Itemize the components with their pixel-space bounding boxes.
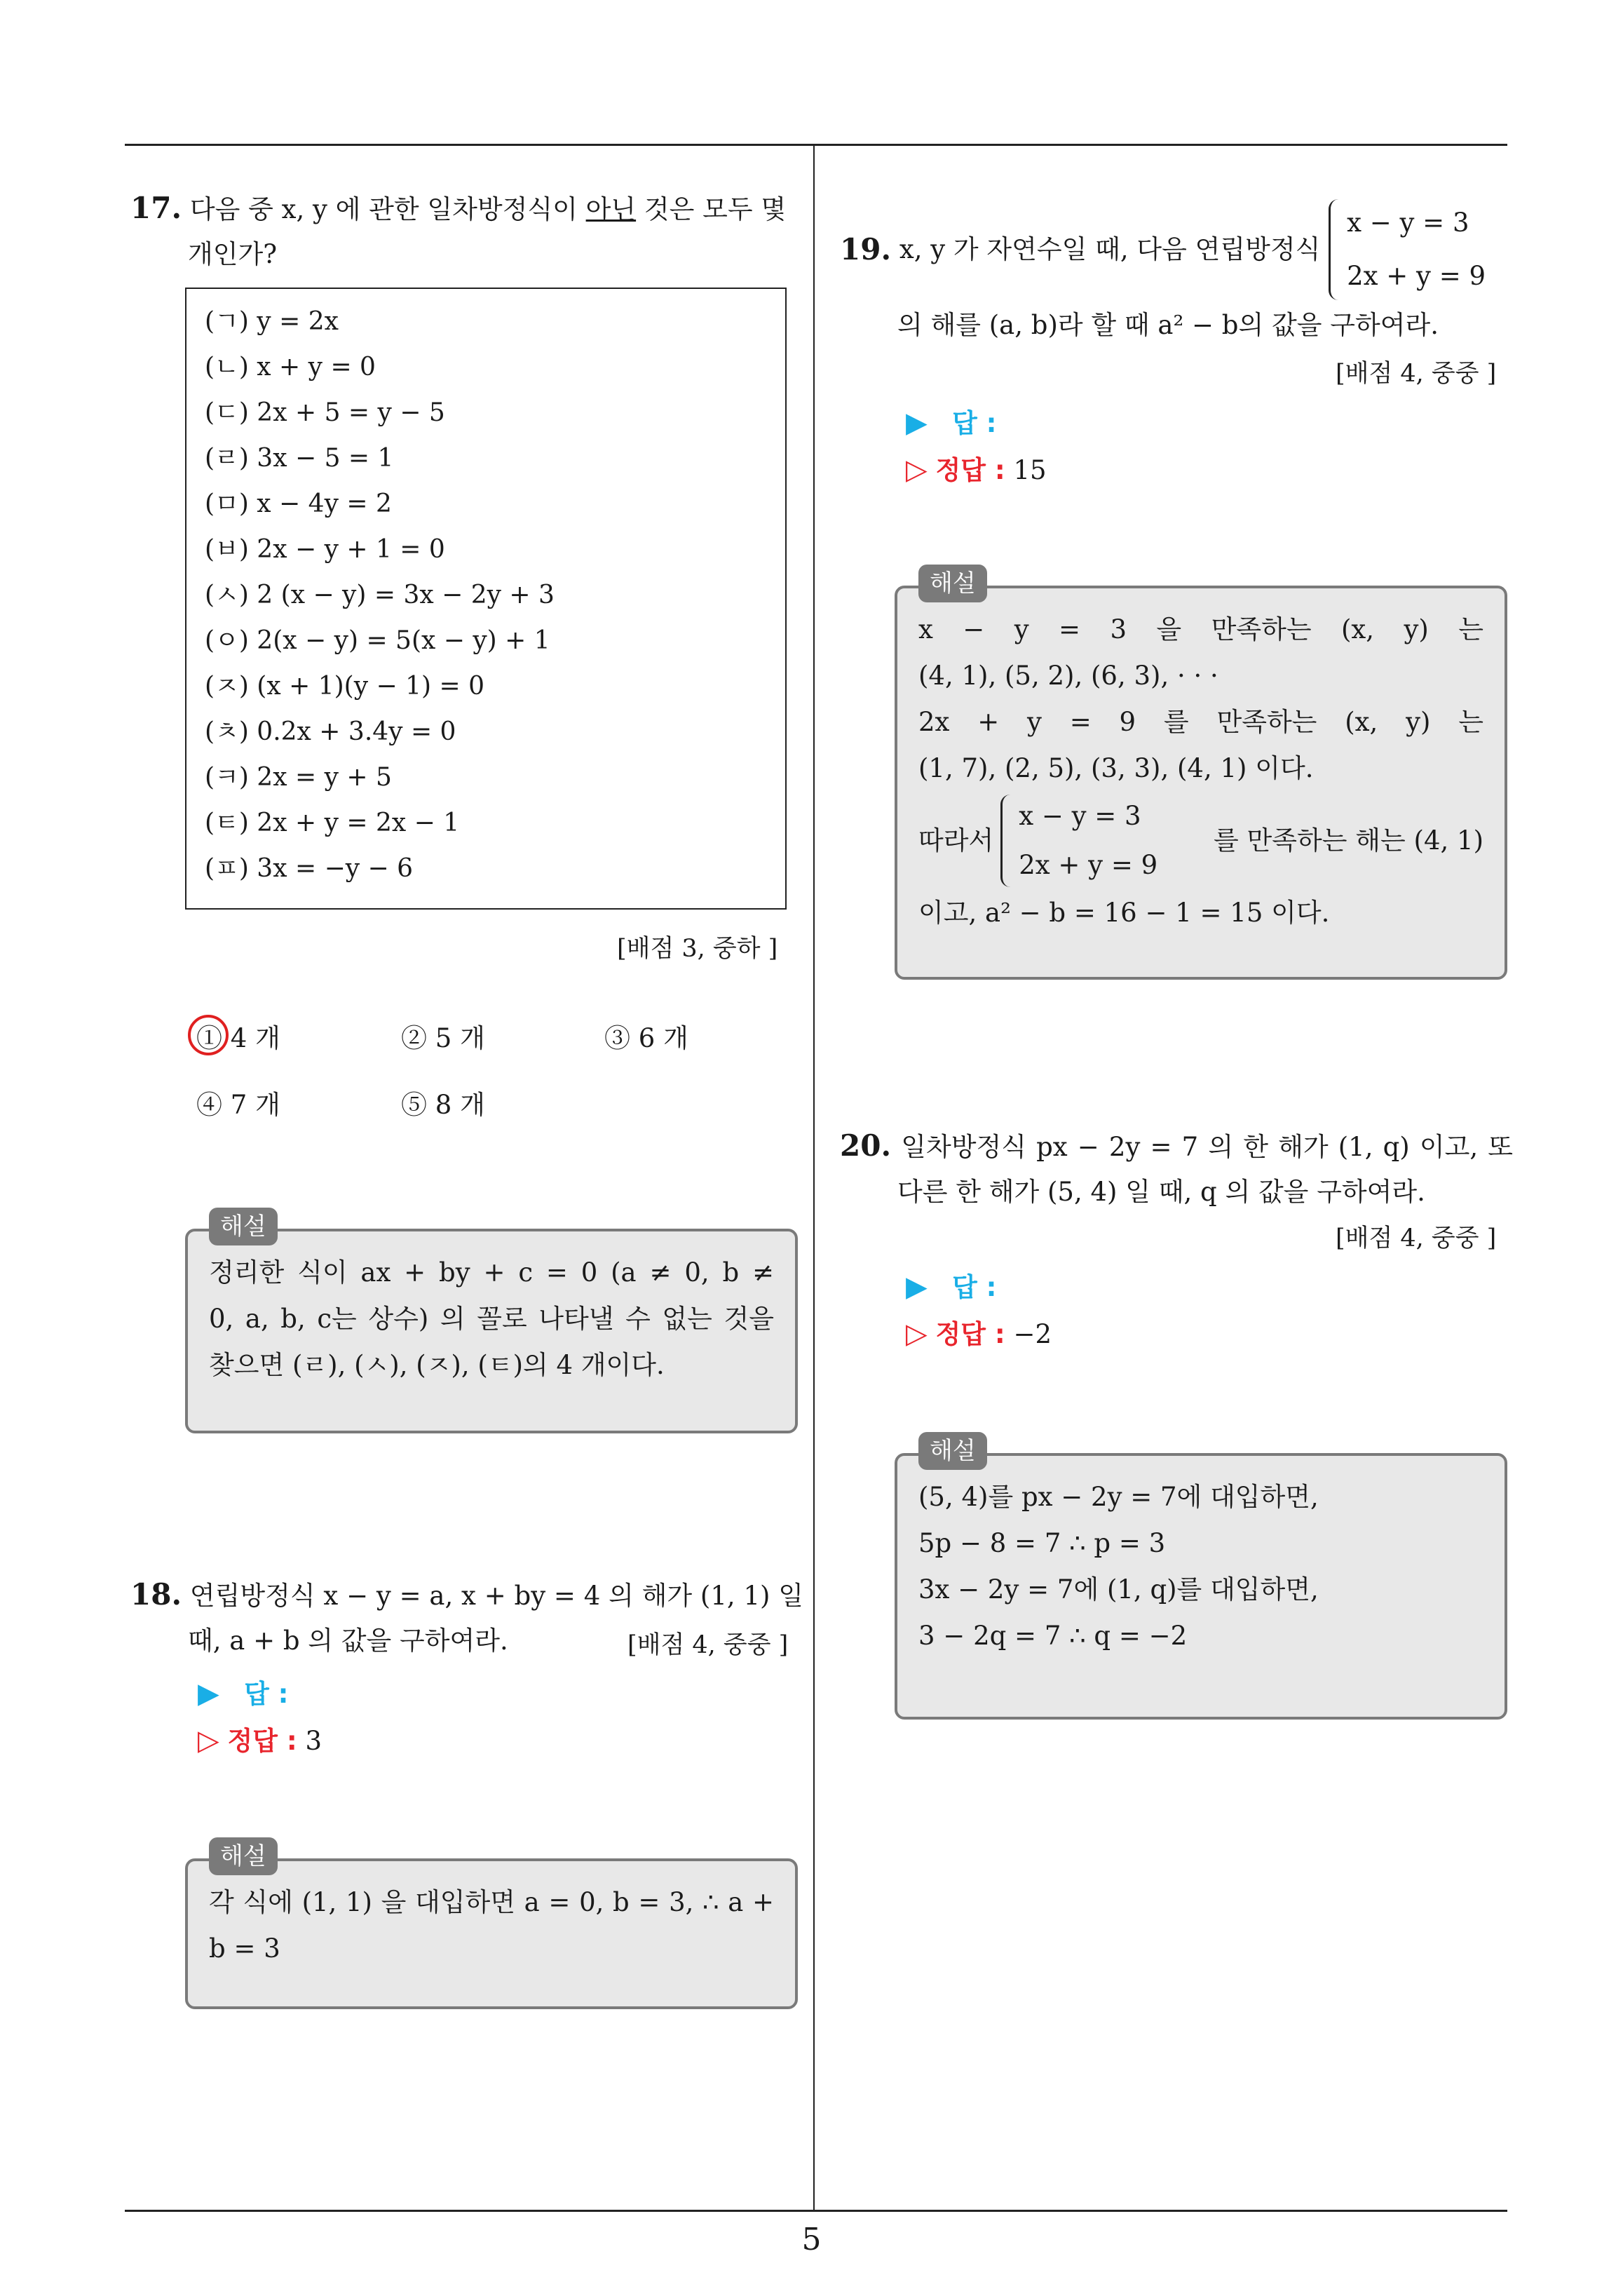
answer-label: 답 :	[244, 1679, 289, 1709]
question-text: 다음 중 x, y 에 관한 일차방정식이	[189, 194, 586, 224]
question-text-line2: 의 해를 (a, b)라 할 때 a² − b의 값을 구하여라.	[897, 310, 1439, 340]
choice-5[interactable]: ⑤ 8 개	[401, 1090, 485, 1120]
correct-triangle-icon: ▷	[906, 454, 928, 486]
question-text-underlined: 아닌	[585, 194, 637, 224]
question-18-answer	[198, 1670, 322, 1764]
explanation-tag: 해설	[918, 565, 987, 602]
question-18-stem	[130, 1572, 803, 1619]
question-number: 19.	[840, 232, 892, 266]
question-20-answer	[906, 1264, 1052, 1358]
question-text: 연립방정식 x − y = a, x + by = 4 의 해가 (1, 1) 일	[189, 1581, 803, 1611]
correct-label: 정답 :	[935, 1319, 1005, 1349]
equation-item: (ㅅ) 2 (x − y) = 3x − 2y + 3	[205, 581, 555, 609]
question-text: x, y 가 자연수일 때, 다음 연립방정식	[899, 234, 1321, 264]
equation-item: (ㄱ) y = 2x	[205, 307, 339, 336]
question-20-stem	[840, 1123, 1513, 1170]
explanation-line: 0, a, b, c는 상수) 의 꼴로 나타낼 수 없는 것을	[209, 1304, 774, 1334]
choice-3[interactable]: ③ 6 개	[604, 1023, 688, 1053]
equation-item: (ㄹ) 3x − 5 = 1	[205, 444, 394, 473]
question-20-explanation	[895, 1437, 1507, 1720]
explanation-line: x − y = 3 을 만족하는 (x, y) 는	[918, 614, 1483, 644]
equation-item: (ㅁ) x − 4y = 2	[205, 489, 392, 518]
question-17-score: [배점 3, 중하 ]	[617, 935, 778, 963]
question-20	[840, 1123, 1513, 1215]
correct-value: 3	[305, 1726, 322, 1756]
column-divider	[813, 144, 815, 2211]
explanation-line: 2x + y = 9 를 만족하는 (x, y) 는	[918, 707, 1483, 737]
answer-label: 답 :	[952, 1272, 997, 1302]
question-19	[840, 196, 1513, 348]
equation-system	[1000, 792, 1157, 890]
question-text: 일차방정식 px − 2y = 7 의 한 해가 (1, q) 이고, 또	[901, 1132, 1514, 1162]
equation-item: (ㅇ) 2(x − y) = 5(x − y) + 1	[205, 626, 550, 655]
question-19-stem	[840, 196, 1513, 303]
explanation-line: 이고, a² − b = 16 − 1 = 15 이다.	[918, 898, 1330, 928]
choice-1[interactable]: ① 4 개	[196, 1023, 280, 1053]
answer-triangle-icon: ▶	[906, 407, 928, 439]
question-number: 20.	[840, 1128, 892, 1163]
equation-list-box	[185, 288, 787, 910]
question-17-stem	[130, 186, 803, 232]
explanation-tag: 해설	[209, 1837, 278, 1875]
answer-label: 답 :	[952, 408, 997, 438]
question-19-explanation	[895, 569, 1507, 980]
left-brace	[1329, 199, 1342, 300]
explanation-system-line	[918, 792, 1483, 890]
explanation-line: b = 3	[209, 1933, 280, 1964]
bottom-rule	[125, 2210, 1507, 2212]
question-text-line2: 때, a + b 의 값을 구하여라.	[188, 1626, 508, 1656]
system-equation: x − y = 3	[1347, 208, 1469, 238]
explanation-tag: 해설	[209, 1208, 278, 1245]
answer-line	[906, 400, 1047, 447]
equation-item: (ㅍ) 3x = −y − 6	[205, 854, 414, 883]
question-number: 18.	[130, 1577, 182, 1612]
system-equation: 2x + y = 9	[1347, 261, 1486, 291]
explanation-line: 정리한 식이 ax + by + c = 0 (a ≠ 0, b ≠	[209, 1257, 774, 1288]
answer-triangle-icon: ▶	[198, 1677, 219, 1710]
explanation-prefix: 따라서	[918, 825, 994, 856]
correct-value: −2	[1013, 1319, 1052, 1349]
question-text-line2: 개인가?	[188, 239, 278, 269]
left-brace	[1000, 795, 1014, 887]
equation-item: (ㅋ) 2x = y + 5	[205, 763, 392, 792]
explanation-line: (5, 4)를 px − 2y = 7에 대입하면,	[918, 1482, 1319, 1512]
equation-item: (ㅌ) 2x + y = 2x − 1	[205, 809, 460, 837]
answer-line	[198, 1670, 322, 1717]
equation-system	[1329, 196, 1486, 303]
question-19-answer	[906, 400, 1047, 494]
explanation-line: (1, 7), (2, 5), (3, 3), (4, 1) 이다.	[918, 753, 1314, 783]
equation-item: (ㅈ) (x + 1)(y − 1) = 0	[205, 672, 484, 701]
system-equation: x − y = 3	[1019, 801, 1141, 831]
page-number: 5	[801, 2222, 822, 2257]
correct-answer-line	[198, 1717, 322, 1764]
equation-item: (ㄷ) 2x + 5 = y − 5	[205, 398, 445, 427]
choice-4[interactable]: ④ 7 개	[196, 1090, 280, 1120]
choice-2[interactable]: ② 5 개	[401, 1023, 485, 1053]
question-text: 것은 모두 몇	[636, 194, 787, 224]
question-text-line2: 다른 한 해가 (5, 4) 일 때, q 의 값을 구하여라.	[897, 1177, 1425, 1207]
answer-line	[906, 1264, 1052, 1311]
top-rule	[125, 144, 1507, 146]
question-18-score: [배점 4, 중중 ]	[627, 1631, 789, 1659]
explanation-line: 찾으면 (ㄹ), (ㅅ), (ㅈ), (ㅌ)의 4 개이다.	[209, 1350, 665, 1380]
equation-item: (ㅊ) 0.2x + 3.4y = 0	[205, 717, 456, 746]
question-17	[130, 186, 803, 277]
correct-value: 15	[1013, 455, 1047, 485]
explanation-suffix: 를 만족하는 해는 (4, 1)	[1214, 825, 1483, 856]
explanation-line: 각 식에 (1, 1) 을 대입하면 a = 0, b = 3, ∴ a +	[209, 1887, 774, 1917]
question-19-score: [배점 4, 중중 ]	[1336, 360, 1497, 388]
correct-answer-line	[906, 1311, 1052, 1358]
correct-triangle-icon: ▷	[906, 1318, 928, 1350]
correct-label: 정답 :	[227, 1726, 297, 1756]
explanation-line: (4, 1), (5, 2), (6, 3), · · ·	[918, 661, 1218, 691]
question-18-explanation	[185, 1842, 798, 2009]
correct-answer-line	[906, 447, 1047, 494]
correct-triangle-icon: ▷	[198, 1724, 219, 1757]
explanation-line: 3x − 2y = 7에 (1, q)를 대입하면,	[918, 1574, 1319, 1605]
question-20-score: [배점 4, 중중 ]	[1336, 1224, 1497, 1252]
correct-label: 정답 :	[935, 455, 1005, 485]
equation-item: (ㅂ) 2x − y + 1 = 0	[205, 535, 445, 564]
question-17-explanation	[185, 1213, 798, 1433]
answer-triangle-icon: ▶	[906, 1271, 928, 1303]
equation-item: (ㄴ) x + y = 0	[205, 353, 376, 381]
question-number: 17.	[130, 191, 182, 225]
explanation-line: 3 − 2q = 7 ∴ q = −2	[918, 1621, 1188, 1651]
explanation-tag: 해설	[918, 1432, 987, 1470]
system-equation: 2x + y = 9	[1019, 850, 1158, 880]
explanation-line: 5p − 8 = 7 ∴ p = 3	[918, 1528, 1166, 1558]
